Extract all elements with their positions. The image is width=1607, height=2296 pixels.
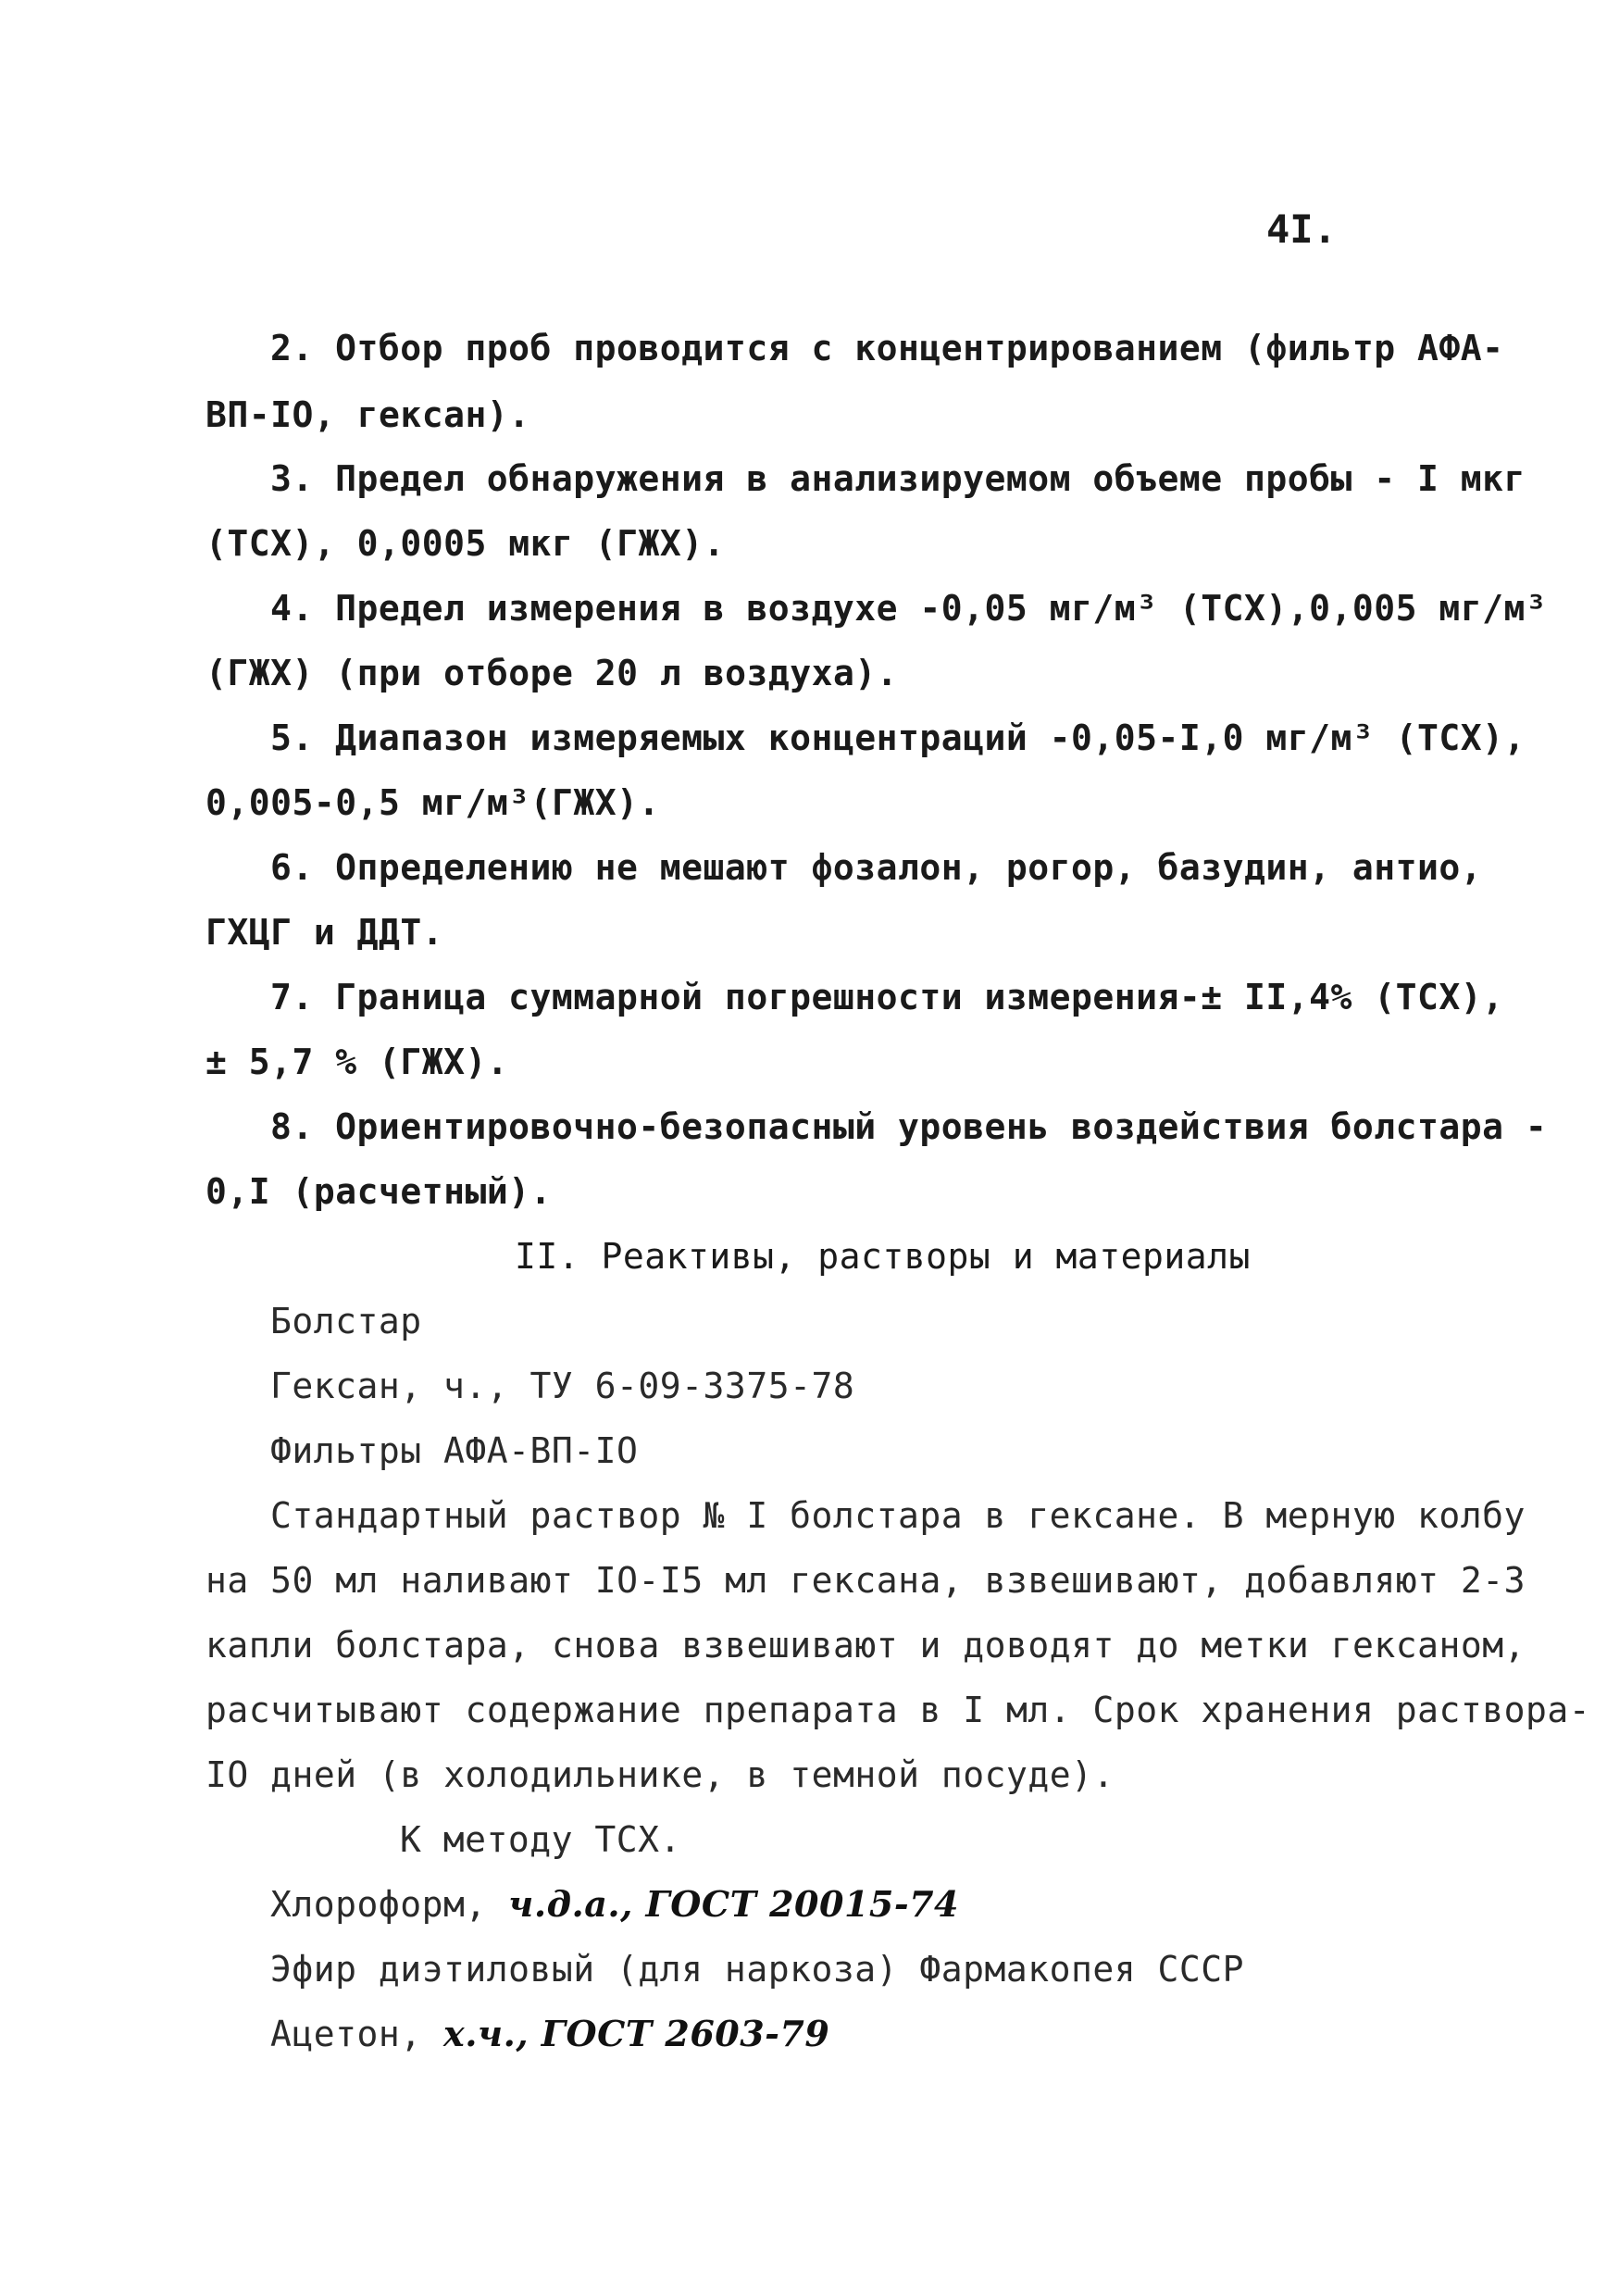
reagent-chloroform (270, 1882, 959, 1927)
section-heading: II. Реактивы, растворы и материалы (515, 1236, 1251, 1277)
material-hexane: Гексан, ч., ТУ 6-09-3375-78 (270, 1366, 855, 1406)
item-7-line-1: 7. Граница суммарной погрешности измерения-± II,4% (ТСХ), (270, 977, 1504, 1017)
paragraph-line-4: расчитывают содержание препарата в I мл. Срок хранения раствора- (206, 1690, 1591, 1730)
item-3-line-1: 3. Предел обнаружения в анализируемом объеме пробы - I мкг (270, 458, 1526, 499)
reagent-acetone-label: Ацетон, (270, 2014, 422, 2054)
item-5-line-2: 0,005-0,5 мг/м³(ГЖХ). (206, 782, 660, 823)
item-5-line-1: 5. Диапазон измеряемых концентраций -0,05-I,0 мг/м³ (ТСХ), (270, 718, 1526, 758)
material-filters: Фильтры АФА-ВП-IO (270, 1430, 639, 1471)
item-6-line-2: ГХЦГ и ДДТ. (206, 912, 444, 953)
item-3-line-2: (ТСХ), 0,0005 мкг (ГЖХ). (206, 523, 726, 564)
item-2-line-1: 2. Отбор проб проводится с концентрированием (фильтр АФА- (270, 328, 1504, 368)
reagent-chloroform-handwritten: ч.д.а., ГОСТ 20015-74 (508, 1883, 959, 1925)
reagent-ether: Эфир диэтиловый (для наркоза) Фармакопея СССР (270, 1949, 1245, 1990)
item-6-line-1: 6. Определению не мешают фозалон, рогор, базудин, антио, (270, 847, 1483, 888)
page-number: 4I. (1266, 206, 1337, 252)
item-4-line-1: 4. Предел измерения в воздухе -0,05 мг/м³ (ТСХ),0,005 мг/м³ (270, 588, 1548, 629)
item-2-line-2: ВП-IO, гексан). (206, 394, 530, 435)
item-7-line-2: ± 5,7 % (ГЖХ). (206, 1042, 509, 1082)
paragraph-line-5: IO дней (в холодильнике, в темной посуде). (206, 1754, 1115, 1795)
item-8-line-2: 0,I (расчетный). (206, 1171, 553, 1212)
reagent-acetone (270, 2012, 829, 2056)
paragraph-line-1: Стандартный раствор № I болстара в гексане. В мерную колбу (270, 1495, 1526, 1536)
paragraph-line-3: капли болстара, снова взвешивают и доводят до метки гексаном, (206, 1625, 1526, 1666)
tlc-heading: К методу ТСХ. (400, 1819, 681, 1860)
reagent-acetone-handwritten: х.ч., ГОСТ 2603-79 (443, 2013, 830, 2054)
paragraph-line-2: на 50 мл наливают IO-I5 мл гексана, взвешивают, добавляют 2-3 (206, 1560, 1526, 1601)
reagent-chloroform-label: Хлороформ, (270, 1884, 487, 1925)
item-8-line-1: 8. Ориентировочно-безопасный уровень воздействия болстара - (270, 1106, 1548, 1147)
material-bolstar: Болстар (270, 1301, 422, 1341)
item-4-line-2: (ГЖХ) (при отборе 20 л воздуха). (206, 653, 899, 693)
